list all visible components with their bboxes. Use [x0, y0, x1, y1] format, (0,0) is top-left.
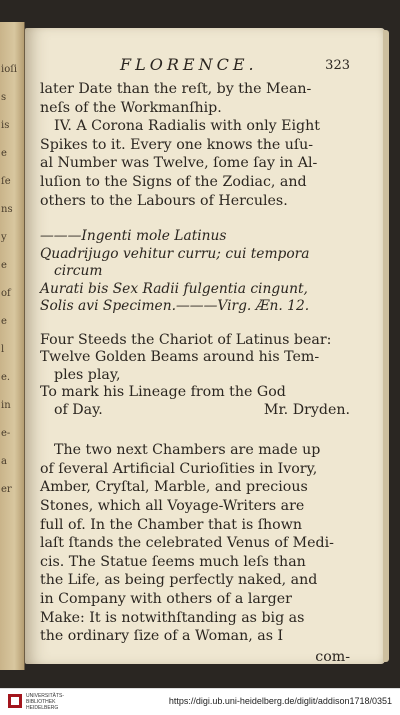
- facing-page-fragment: s: [1, 92, 7, 103]
- facing-page-fragment: e: [1, 148, 7, 159]
- verse-line: Four Steeds the Chariot of Latinus bear:: [40, 331, 332, 348]
- facing-page-fragment: ioſi: [1, 64, 18, 75]
- catchword: com-: [315, 648, 350, 665]
- verse-line: ples play,: [54, 366, 121, 383]
- latin-quotation: [40, 228, 350, 316]
- latin-line: Solis avi Specimen.———Virg. Æn. 12.: [40, 298, 310, 315]
- facing-page-fragments: [1, 62, 23, 622]
- latin-line: Quadrijugo vehitur curru; cui tempora: [40, 245, 310, 262]
- facing-page-fragment: e: [1, 316, 7, 327]
- library-logo-icon[interactable]: [8, 694, 22, 708]
- source-url[interactable]: https://digi.ub.uni-heidelberg.de/diglit/addison1718/0351: [168, 696, 392, 706]
- latin-line: circum: [54, 263, 103, 280]
- facing-page-fragment: of: [1, 288, 11, 299]
- latin-line: Aurati bis Sex Radii fulgentia cingunt,: [40, 280, 308, 297]
- facing-page-fragment: a: [1, 456, 7, 467]
- facing-page-fragment: y: [1, 232, 7, 243]
- viewer-footer: [0, 688, 400, 715]
- verse-line: To mark his Lineage from the God: [40, 384, 286, 401]
- translator-credit: Mr. Dryden.: [263, 401, 350, 418]
- verse-line: Twelve Golden Beams around his Tem-: [40, 349, 320, 366]
- facing-page-fragment: ſe: [1, 176, 11, 187]
- facing-page-fragment: is: [1, 120, 10, 131]
- verse-last-line: [40, 402, 350, 420]
- page-header: [40, 56, 350, 80]
- verse-translation: [40, 332, 350, 420]
- facing-page-fragment: e: [1, 260, 7, 271]
- paragraph-1: later Date than the reſt, by the Mean- neſs of the Workmanſhip.: [40, 81, 312, 116]
- paragraph-3: The two next Chambers are made up of ſeveral Artificial Curioſities in Ivory, Amber, Cryſtal, Marble, and precious Stones, which all Voyage-Writers are full of. In the Chamber that is ſhown laſt ſtands the celebrated Venus of Medi- cis. The Statue ſeems much leſs than the Life, as being perfectly naked, and in Company with others of a larger Make: It is notwithſtanding as big as the ordinary ſize of a Woman, as I: [40, 442, 334, 645]
- facing-page-fragment: e.: [1, 372, 11, 383]
- facing-page-fragment: e-: [1, 428, 11, 439]
- facing-page-fragment: er: [1, 484, 12, 495]
- facing-page-edge: [0, 22, 25, 670]
- facing-page-fragment: l: [1, 344, 5, 355]
- running-head: FLORENCE.: [120, 55, 258, 74]
- paragraph-2: IV. A Corona Radialis with only Eight Spikes to it. Every one knows the uſu- al Number was Twelve, ſome ſay in Al- luſion to the Signs of the Zodiac, and others to the Labours of Hercules.: [40, 118, 320, 209]
- page-number: 323: [325, 58, 350, 73]
- page-edge: [383, 30, 389, 662]
- page-text: [40, 56, 350, 666]
- library-logo-text: UNIVERSITÄTS-BIBLIOTHEK HEIDELBERG: [26, 693, 65, 711]
- verse-line-end: of Day.: [54, 401, 103, 418]
- latin-line: ———Ingenti mole Latinus: [40, 228, 227, 245]
- facing-page-fragment: in: [1, 400, 11, 411]
- facing-page-fragment: ns: [1, 204, 13, 215]
